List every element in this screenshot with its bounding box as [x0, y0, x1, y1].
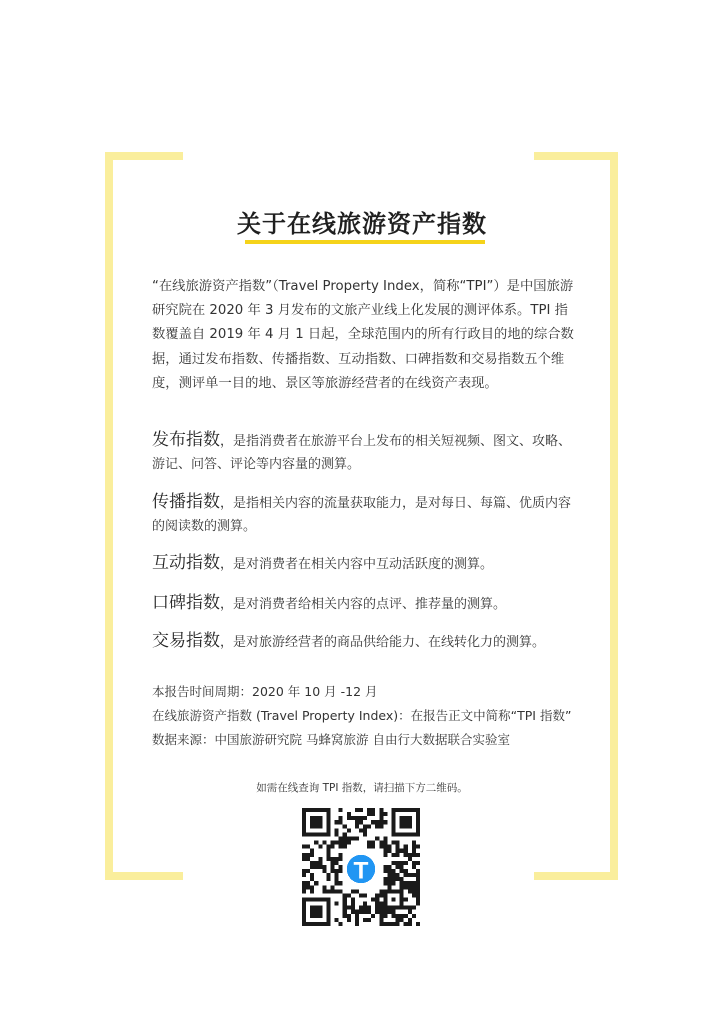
report-period: 本报告时间周期：2020 年 10 月 -12 月	[152, 684, 378, 699]
qr-logo-icon	[344, 852, 378, 886]
definition-text: ，是指相关内容的流量获取能力，是对每日、每篇、优质内容的阅读数的测算。	[152, 496, 572, 534]
definition-text: ，是对消费者在相关内容中互动活跃度的测算。	[220, 557, 494, 572]
definition-reputation	[152, 592, 582, 617]
definition-publish	[152, 429, 582, 476]
data-source: 数据来源：中国旅游研究院 马蜂窝旅游 自由行大数据联合实验室	[152, 732, 510, 747]
intro-paragraph: “在线旅游资产指数”（Travel Property Index，简称“TPI”）是中国旅游研究院在 2020 年 3 月发布的文旅产业线上化发展的测评体系。TPI 指数覆盖自 2019 年 4 月 1 日起，全球范围内的所有行政目的地的综合数据，通过发布指数、传播指数、互动指数、口碑指数和交易指数五个维度，测评单一目的地、景区等旅游经营者的在线资产表现。	[152, 279, 574, 391]
frame-bottom-left	[105, 872, 183, 880]
qr-code[interactable]	[302, 808, 420, 926]
title-underline	[245, 240, 485, 244]
definition-text: ，是对消费者给相关内容的点评、推荐量的测算。	[220, 597, 507, 612]
frame-left	[105, 152, 113, 880]
frame-right	[610, 152, 618, 880]
frame-bottom-right	[534, 872, 618, 880]
definition-term: 互动指数	[152, 553, 220, 573]
definition-term: 传播指数	[152, 492, 220, 512]
definition-transaction	[152, 630, 582, 655]
definition-text: ，是指消费者在旅游平台上发布的相关短视频、图文、攻略、游记、问答、评论等内容量的测算。	[152, 434, 572, 472]
frame-top-left	[105, 152, 183, 160]
frame-top-right	[534, 152, 618, 160]
svg-text:T: T	[353, 857, 369, 885]
page-title: 关于在线旅游资产指数	[237, 210, 487, 238]
index-abbreviation: 在线旅游资产指数 (Travel Property Index)：在报告正文中简称“TPI 指数”	[152, 708, 572, 723]
definition-text: ，是对旅游经营者的商品供给能力、在线转化力的测算。	[220, 635, 546, 650]
qr-note: 如需在线查询 TPI 指数，请扫描下方二维码。	[256, 782, 468, 794]
definition-term: 发布指数	[152, 430, 220, 450]
definition-interact	[152, 552, 582, 577]
definition-term: 交易指数	[152, 631, 220, 651]
definition-spread	[152, 491, 582, 538]
definition-term: 口碑指数	[152, 593, 220, 613]
